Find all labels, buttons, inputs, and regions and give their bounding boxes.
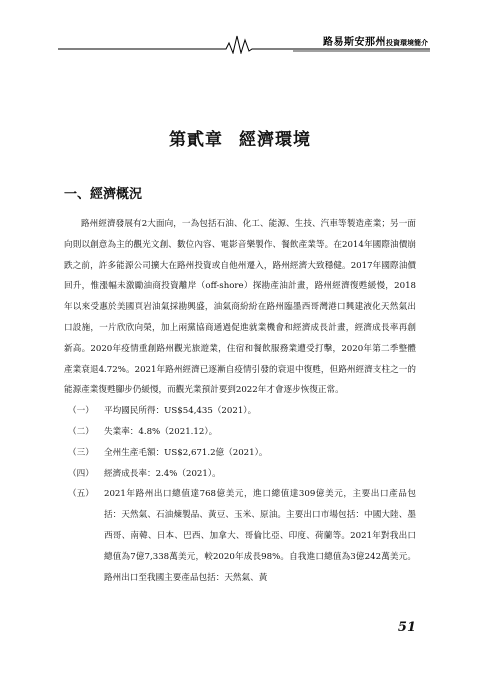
page-number: 51 xyxy=(397,620,416,635)
list-item-text: 經濟成長率：2.4%（2021）。 xyxy=(104,468,221,479)
running-header-subtitle: 投資環境簡介 xyxy=(386,39,428,47)
chapter-number: 第貳章 xyxy=(169,130,223,150)
section-heading: 一、經濟概況 xyxy=(64,187,143,202)
list-item xyxy=(64,443,416,464)
economy-paragraph: 路州經濟發展有2大面向，一為包括石油、化工、能源、生技、汽車等製造產業；另一面向則以創意為主的觀光文創、數位內容、電影音樂製作、餐飲產業等。在2014年國際油價崩跌之前，許多能源公司擴大在路州投資或自他州遷入，路州經濟大致穩健。2017年國際油價回升，惟漲幅未激勵油商投資離岸（off-shore）探勘產油計畫，路州經濟復甦緩慢，2018年以來受惠於美國頁岩油氣採勘興盛，油氣商紛紛在路州臨墨西哥灣港口興建液化天然氣出口設施，一片欣欣向榮，加上兩黨協商通過促進就業機會和經濟成長計畫，經濟成長率再創新高。2020年疫情重創路州觀光旅遊業，住宿和餐飲服務業遭受打擊，2020年第二季整體產業衰退4.72%。2021年路州經濟已逐漸自疫情引發的衰退中復甦，但路州經濟支柱之一的能源產業復甦腳步仍緩慢，而觀光業預計要到2022年才會逐步恢復正常。 xyxy=(64,219,416,396)
list-item-text: 失業率：4.8%（2021.12）。 xyxy=(104,426,218,437)
list-item xyxy=(64,464,416,485)
list-item-number: （二） xyxy=(68,426,94,437)
list-item-text: 平均國民所得：US$54,435（2021）。 xyxy=(104,406,257,417)
list-item-text: 全州生產毛額：US$2,671.2億（2021）。 xyxy=(104,447,268,458)
running-header-title: 路易斯安那州 xyxy=(323,37,386,48)
running-header xyxy=(323,33,428,48)
list-item xyxy=(64,401,416,422)
list-item-number: （一） xyxy=(68,406,94,417)
list-item-text: 2021年路州出口總值達768億美元，進口總值達309億美元，主要出口產品包括：天然氣、石油煉製品、黃豆、玉米、原油。主要出口市場包括：中國大陸、墨西哥、南韓、日本、巴西、加拿大、哥倫比亞、印度、荷蘭等。2021年對我出口總值為7億7,338萬美元，較2020年成長98%。自我進口總值為3億242萬美元。路州出口至我國主要產品包括：天然氣、黃 xyxy=(104,489,416,583)
list-item-number: （三） xyxy=(68,447,94,458)
indicator-list xyxy=(64,401,416,588)
list-item-number: （四） xyxy=(68,468,94,479)
list-item xyxy=(64,422,416,443)
body-text xyxy=(64,214,416,588)
list-item-number: （五） xyxy=(68,489,94,500)
list-item xyxy=(64,484,416,588)
chapter-name: 經濟環境 xyxy=(239,130,311,150)
chapter-title xyxy=(0,125,480,150)
